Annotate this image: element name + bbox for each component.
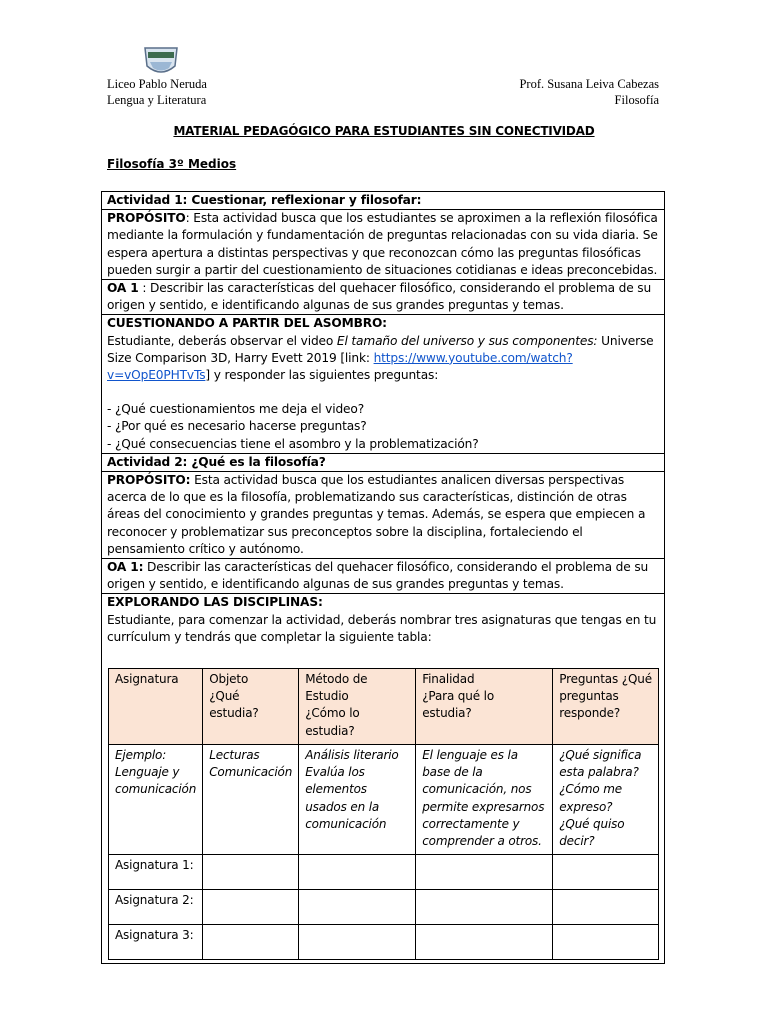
activity2-oa-label: OA 1: [107,560,144,575]
video-title: El tamaño del universo y sus componentes: [336,333,598,348]
asignatura-1-label: Asignatura 1: [109,855,203,890]
activity2-title: Actividad 2: ¿Qué es la filosofía? [107,454,326,469]
asignatura-3-label: Asignatura 3: [109,925,203,960]
activity1-intro-c: ] y responder las siguientes preguntas: [205,368,439,383]
asignatura-3-preguntas-cell[interactable] [553,925,659,960]
school-logo [141,44,181,78]
asignatura-3-row [109,925,659,960]
header-left [107,76,207,108]
activity2-oa-text: Describir las características del quehacer filosófico, considerando el problema de su origen y sentido, e identificando algunas de sus grandes preguntas y temas. [107,560,649,592]
question-3: - ¿Qué consecuencias tiene el asombro y la problematización? [107,436,479,451]
activity1-purpose-label: PROPÓSITO [107,211,186,226]
activity2-instructions: Estudiante, para comenzar la actividad, deberás nombrar tres asignaturas que tengas en tu currículum y tendrás que completar la siguiente tabla: [107,612,657,644]
example-metodo: Análisis literario Evalúa los elementos usados en la comunicación [299,744,416,854]
subject-name: Filosofía [614,93,659,107]
asignatura-1-finalidad-cell[interactable] [416,855,553,890]
header-asignatura: Asignatura [109,669,203,745]
activity1-section-title: CUESTIONANDO A PARTIR DEL ASOMBRO: [107,316,387,331]
header-objeto: Objeto ¿Qué estudia? [203,669,299,745]
activity1-purpose-row [102,210,665,280]
activity1-intro-a: Estudiante, deberás observar el video [107,333,337,348]
document-title: MATERIAL PEDAGÓGICO PARA ESTUDIANTES SIN CONECTIVIDAD [173,124,595,138]
asignatura-2-label: Asignatura 2: [109,890,203,925]
asignatura-1-row [109,855,659,890]
school-name: Liceo Pablo Neruda [107,77,207,91]
activity1-intro-b: Universe Size Comparison 3D, Harry Evett 2019 [link: [107,333,654,365]
activity1-purpose-text: : Esta actividad busca que los estudiantes se aproximen a la reflexión filosófica mediante la formulación y fundamentación de preguntas relacionadas con su vida diaria. Se espera apertura a distintas perspectivas y que reconozcan cómo las preguntas filosóficas pueden surgir a partir del cuestionamiento de situaciones cotidianas e ideas preconcebidas. [107,211,658,277]
example-asignatura: Ejemplo: Lenguaje y comunicación [109,744,203,854]
asignatura-3-objeto-cell[interactable] [203,925,299,960]
activity1-title-row [102,192,665,210]
activity1-title: Actividad 1: Cuestionar, reflexionar y filosofar: [107,193,422,207]
department-name: Lengua y Literatura [107,93,207,107]
activity2-purpose-text: Esta actividad busca que los estudiantes analicen diversas perspectivas acerca de lo que es la filosofía, problematizando sus características, distinción de otras áreas del conocimiento y grandes preguntas y temas. Además, se espera que empiecen a reconocer y problematizar sus preconceptos sobre la disciplina, fortaleciendo el pensamiento crítico y autónomo. [107,473,646,556]
activity2-section-title: EXPLORANDO LAS DISCIPLINAS: [107,595,323,610]
header-finalidad: Finalidad ¿Para qué lo estudia? [416,669,553,745]
activity2-purpose-label: PROPÓSITO: [107,473,191,488]
activity1-oa-row [102,280,665,315]
activity2-section-row [102,594,665,964]
disciplines-header-row [109,669,659,745]
example-preguntas: ¿Qué significa esta palabra? ¿Cómo me expreso? ¿Qué quiso decir? [553,744,659,854]
asignatura-1-metodo-cell[interactable] [299,855,416,890]
course-title: Filosofía 3º Medios [107,157,237,171]
disciplines-example-row [109,744,659,854]
question-2: - ¿Por qué es necesario hacerse preguntas? [107,419,367,434]
activities-table [101,191,665,964]
header-preguntas: Preguntas ¿Qué preguntas responde? [553,669,659,745]
asignatura-2-finalidad-cell[interactable] [416,890,553,925]
activity1-oa-text: : Describir las características del quehacer filosófico, considerando el problema de su origen y sentido, e identificando algunas de sus grandes preguntas y temas. [107,281,652,313]
asignatura-3-finalidad-cell[interactable] [416,925,553,960]
activity1-oa-label: OA 1 [107,281,139,296]
header-metodo: Método de Estudio ¿Cómo lo estudia? [299,669,416,745]
activity2-purpose-row [102,472,665,559]
video-link[interactable]: https://www.youtube.com/watch?v=vOpE0PHTvTs [107,350,573,383]
asignatura-2-metodo-cell[interactable] [299,890,416,925]
example-finalidad: El lenguaje es la base de la comunicación, nos permite expresarnos correctamente y comprender a otros. [416,744,553,854]
asignatura-2-objeto-cell[interactable] [203,890,299,925]
asignatura-1-objeto-cell[interactable] [203,855,299,890]
activity2-oa-row [102,559,665,594]
question-1: - ¿Qué cuestionamientos me deja el video? [107,402,365,417]
header-right [519,76,659,108]
example-objeto: Lecturas Comunicación [203,744,299,854]
disciplines-table [108,668,659,960]
activity2-title-row [102,453,665,471]
teacher-name: Prof. Susana Leiva Cabezas [519,77,659,91]
asignatura-1-preguntas-cell[interactable] [553,855,659,890]
asignatura-2-row [109,890,659,925]
asignatura-3-metodo-cell[interactable] [299,925,416,960]
asignatura-2-preguntas-cell[interactable] [553,890,659,925]
activity1-section-row [102,315,665,453]
